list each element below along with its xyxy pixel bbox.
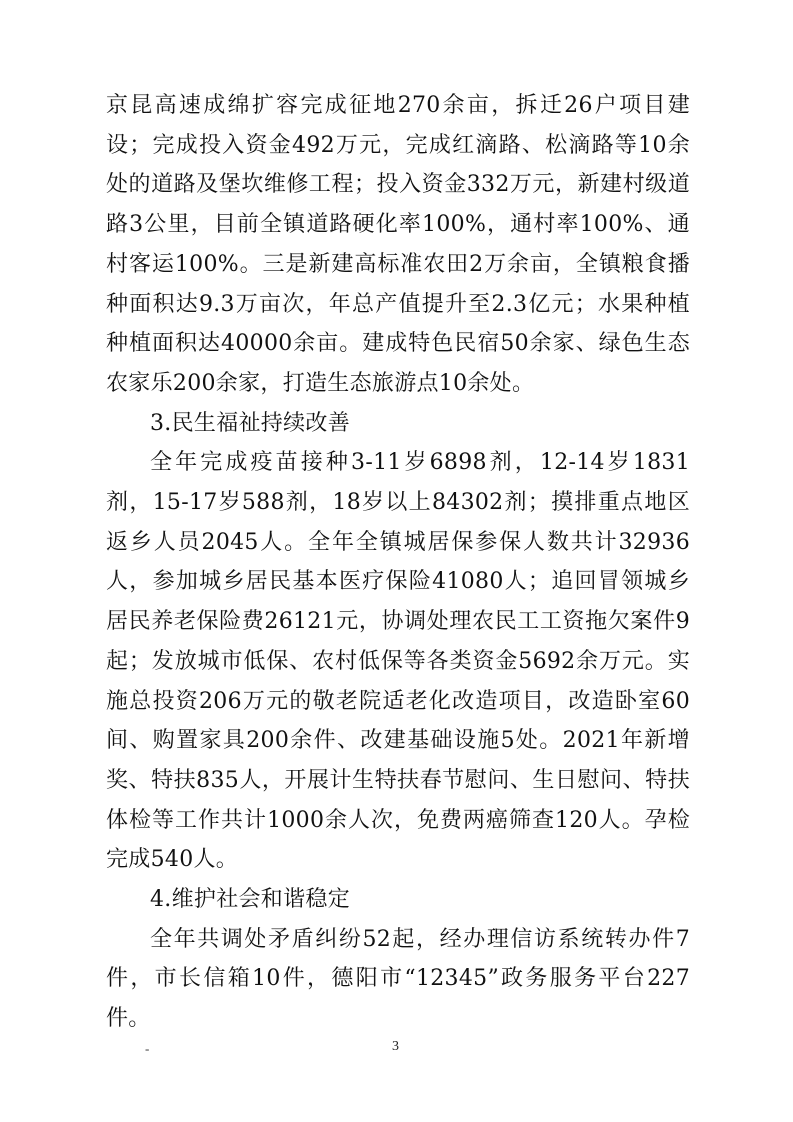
paragraph-livelihood: 全年完成疫苗接种3-11岁6898剂，12-14岁1831剂，15-17岁588剂，18岁以上84302剂；摸排重点地区返乡人员2045人。全年全镇城居保参保人数共计32936人，参加城乡居民基本医疗保险41080人；追回冒领城乡居民养老保险费26121元，协调处理农民工工资拖欠案件9起；发放城市低保、农村低保等各类资金5692余万元。实施总投资206万元的敬老院适老化改造项目，改造卧室60间、购置家具200余件、改建基础设施5处。2021年新增奖、特扶835人，开展计生特扶春节慰问、生日慰问、特扶体检等工作共计1000余人次，免费两癌筛查120人。孕检完成540人。 <box>106 450 690 873</box>
document-body <box>106 86 690 1039</box>
paragraph-stability: 全年共调处矛盾纠纷52起，经办理信访系统转办件7件，市长信箱10件，德阳市“12345”政务服务平台227件。 <box>106 926 690 1032</box>
paragraph-infrastructure-agriculture: 京昆高速成绵扩容完成征地270余亩，拆迁26户项目建设；完成投入资金492万元，完成红滴路、松滴路等10余处的道路及堡坎维修工程；投入资金332万元，新建村级道路3公里，目前全镇道路硬化率100%，通村率100%、通村客运100%。三是新建高标准农田2万余亩，全镇粮食播种面积达9.3万亩次，年总产值提升至2.3亿元；水果种植种植面积达40000余亩。建成特色民宿50余家、绿色生态农家乐200余家，打造生态旅游点10余处。 <box>106 93 690 396</box>
section-heading-stability: 4.维护社会和谐稳定 <box>150 887 350 913</box>
section-heading-livelihood: 3.民生福祉持续改善 <box>150 410 350 436</box>
page-number: 3 <box>392 1039 399 1054</box>
footer-mark: - <box>145 1041 150 1056</box>
